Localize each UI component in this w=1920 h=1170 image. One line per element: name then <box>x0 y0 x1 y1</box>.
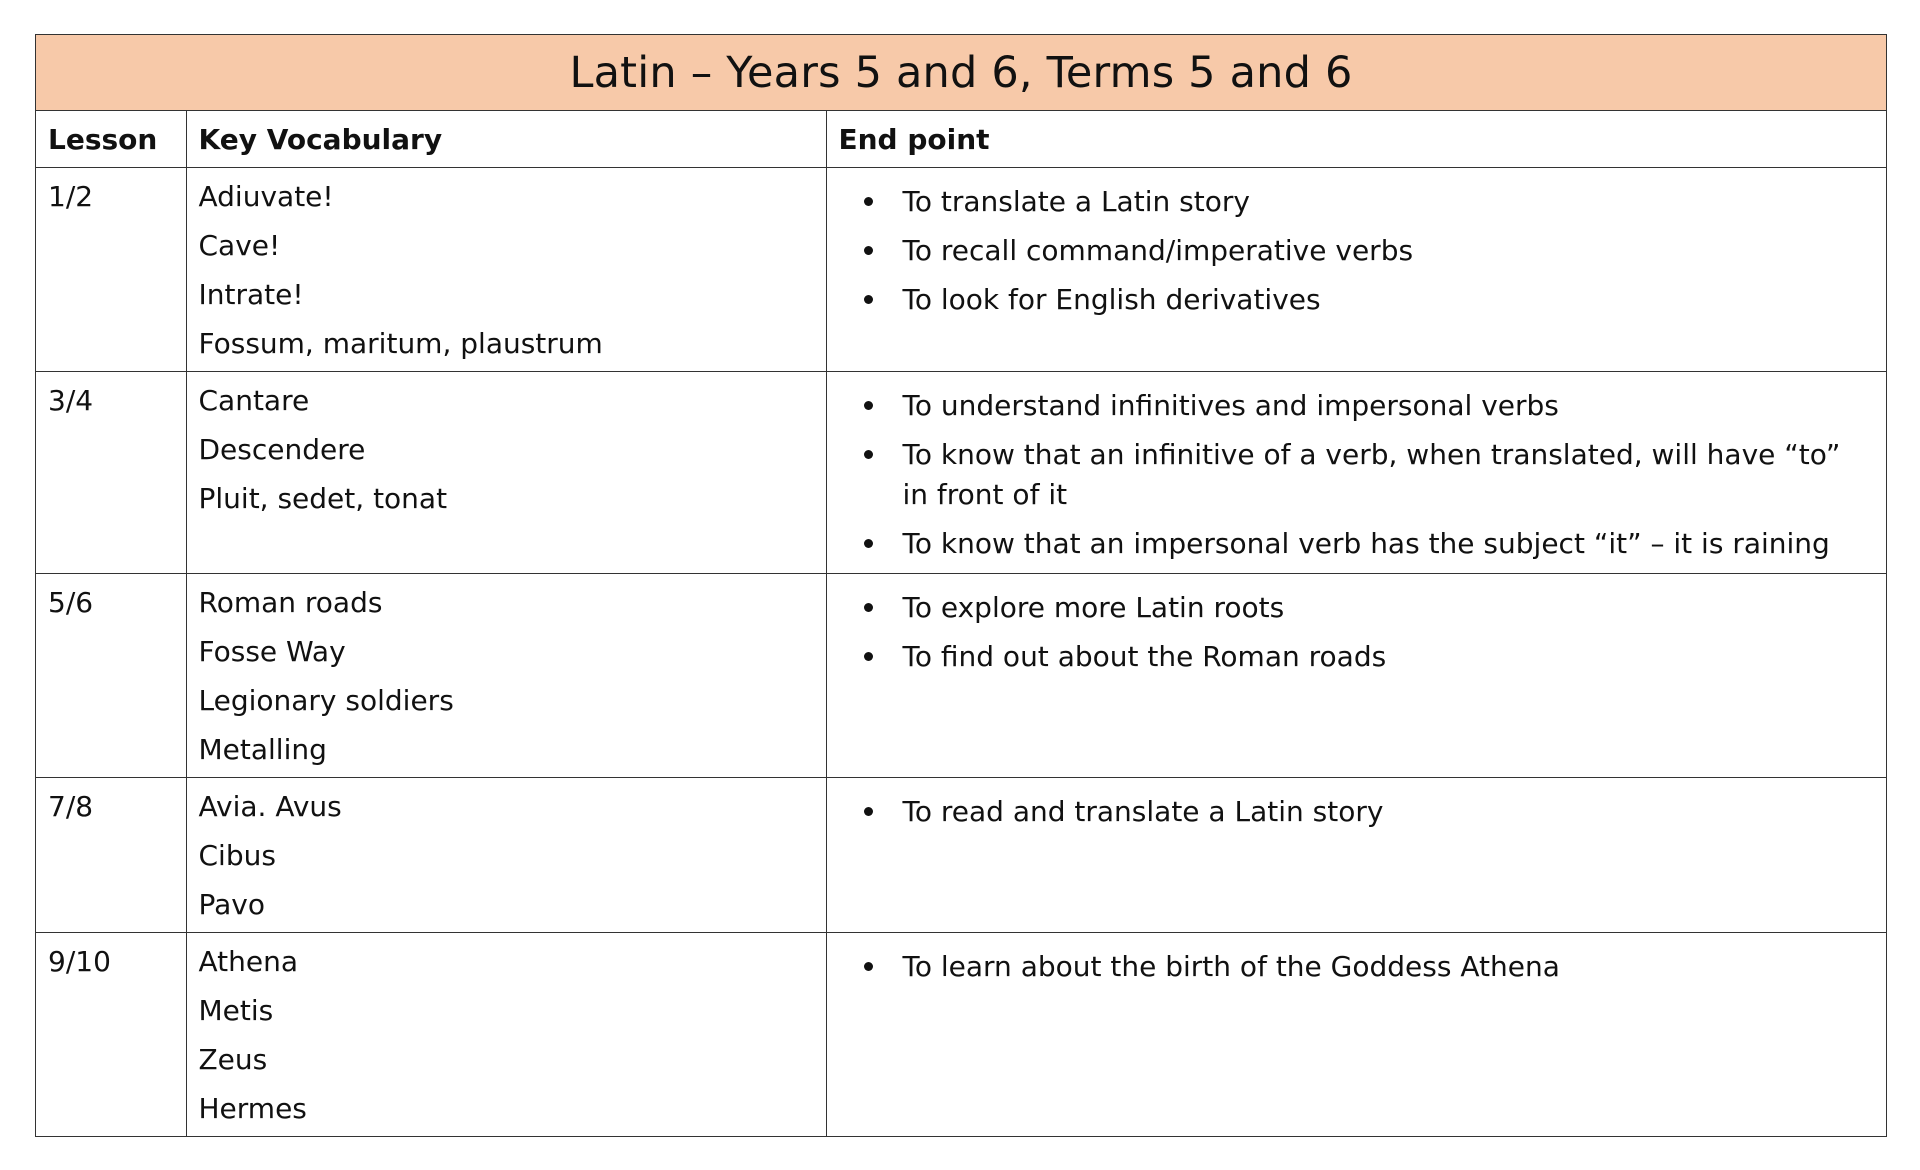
vocab-list <box>199 933 814 1124</box>
end-point-text: To recall command/imperative verbs <box>902 234 1414 267</box>
end-point-text: To read and translate a Latin story <box>902 795 1384 828</box>
bullet-icon <box>864 246 873 255</box>
end-point-list <box>839 372 1875 564</box>
bullet-icon <box>864 652 873 661</box>
lesson-number: 1/2 <box>48 180 94 213</box>
lesson-cell <box>36 778 186 933</box>
lesson-number: 7/8 <box>48 790 94 823</box>
header-key-vocabulary: Key Vocabulary <box>186 111 826 168</box>
end-point-text: To explore more Latin roots <box>902 591 1285 624</box>
end-point-cell <box>826 372 1886 574</box>
vocab-list <box>199 372 814 514</box>
page-title: Latin – Years 5 and 6, Terms 5 and 6 <box>36 35 1886 111</box>
end-point-text: To look for English derivatives <box>902 283 1321 316</box>
vocab-item: Pluit, sedet, tonat <box>198 482 448 515</box>
end-point-list <box>839 574 1875 677</box>
vocab-item: Descendere <box>198 433 366 466</box>
vocab-item: Roman roads <box>198 586 383 619</box>
end-point-text: To know that an infinitive of a verb, when translated, will have “to” in front of it <box>902 438 1841 511</box>
vocab-cell <box>186 168 826 372</box>
header-row <box>36 111 1886 168</box>
end-point-item <box>839 524 1875 564</box>
bullet-icon <box>864 450 873 459</box>
vocab-list <box>199 778 814 920</box>
vocab-item: Cibus <box>198 839 276 872</box>
end-point-item <box>839 792 1875 832</box>
lesson-table <box>36 111 1886 1136</box>
lesson-plan-table <box>35 34 1887 1137</box>
end-point-list <box>839 168 1875 320</box>
vocab-cell <box>186 933 826 1137</box>
lesson-cell <box>36 574 186 778</box>
vocab-list <box>199 574 814 765</box>
end-point-item <box>839 435 1875 515</box>
bullet-icon <box>864 197 873 206</box>
end-point-list <box>839 933 1875 987</box>
vocab-item: Fossum, maritum, plaustrum <box>198 327 603 360</box>
vocab-item: Metalling <box>198 733 327 766</box>
vocab-item: Fosse Way <box>198 635 346 668</box>
end-point-item <box>839 231 1875 271</box>
bullet-icon <box>864 807 873 816</box>
header-end-point: End point <box>826 111 1886 168</box>
end-point-text: To find out about the Roman roads <box>902 640 1387 673</box>
end-point-cell <box>826 778 1886 933</box>
bullet-icon <box>864 401 873 410</box>
vocab-cell <box>186 372 826 574</box>
end-point-list <box>839 778 1875 832</box>
lesson-number: 3/4 <box>48 384 94 417</box>
vocab-list <box>199 168 814 359</box>
lesson-cell <box>36 933 186 1137</box>
end-point-item <box>839 280 1875 320</box>
vocab-item: Athena <box>198 945 299 978</box>
end-point-text: To understand infinitives and impersonal verbs <box>902 389 1559 422</box>
table-row <box>36 778 1886 933</box>
bullet-icon <box>864 539 873 548</box>
bullet-icon <box>864 295 873 304</box>
vocab-cell <box>186 778 826 933</box>
table-row <box>36 372 1886 574</box>
lesson-cell <box>36 372 186 574</box>
end-point-text: To learn about the birth of the Goddess Athena <box>902 950 1560 983</box>
vocab-item: Cantare <box>198 384 310 417</box>
end-point-item <box>839 182 1875 222</box>
vocab-item: Avia. Avus <box>198 790 342 823</box>
end-point-cell <box>826 933 1886 1137</box>
vocab-item: Cave! <box>198 229 281 262</box>
end-point-item <box>839 947 1875 987</box>
end-point-item <box>839 637 1875 677</box>
end-point-cell <box>826 168 1886 372</box>
end-point-item <box>839 386 1875 426</box>
table-row <box>36 168 1886 372</box>
vocab-item: Intrate! <box>198 278 304 311</box>
lesson-number: 5/6 <box>48 586 94 619</box>
vocab-item: Pavo <box>198 888 265 921</box>
vocab-item: Legionary soldiers <box>198 684 454 717</box>
end-point-text: To know that an impersonal verb has the subject “it” – it is raining <box>902 527 1830 560</box>
lesson-cell <box>36 168 186 372</box>
lesson-number: 9/10 <box>48 945 111 978</box>
end-point-cell <box>826 574 1886 778</box>
end-point-item <box>839 588 1875 628</box>
vocab-cell <box>186 574 826 778</box>
table-row <box>36 933 1886 1137</box>
bullet-icon <box>864 962 873 971</box>
table-row <box>36 574 1886 778</box>
vocab-item: Metis <box>198 994 274 1027</box>
vocab-item: Hermes <box>198 1092 307 1125</box>
bullet-icon <box>864 603 873 612</box>
header-lesson: Lesson <box>36 111 186 168</box>
vocab-item: Zeus <box>198 1043 268 1076</box>
end-point-text: To translate a Latin story <box>902 185 1250 218</box>
vocab-item: Adiuvate! <box>198 180 334 213</box>
